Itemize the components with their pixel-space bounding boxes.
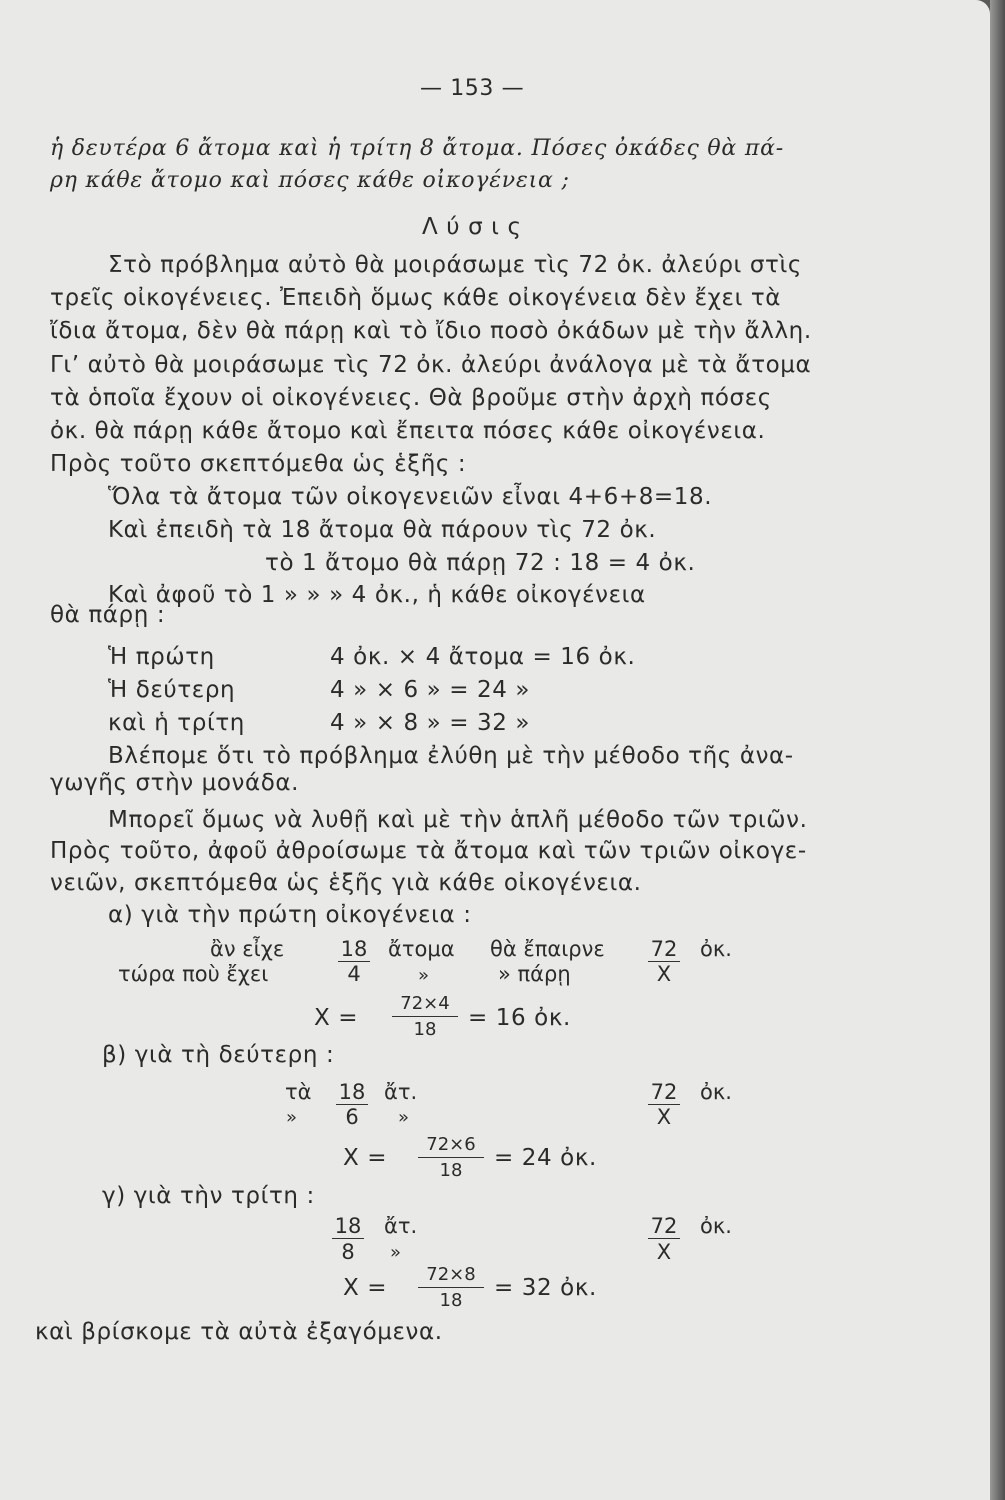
part-a-label: α) γιὰ τὴν πρώτη οἰκογένεια :	[108, 902, 472, 928]
part-b-label: β) γιὰ τὴ δεύτερη :	[102, 1042, 335, 1068]
part-c-equation-denominator: 18	[439, 1290, 463, 1311]
part-a-equation-rhs: = 16 ὀκ.	[468, 1005, 571, 1031]
part-c-equation-numerator: 72×8	[418, 1263, 484, 1288]
family-label: Ἡ πρώτη	[108, 644, 215, 670]
section-heading: Λ ύ σ ι ς	[422, 214, 522, 240]
part-b-text: ὀκ.	[700, 1080, 732, 1104]
final-line: καὶ βρίσκομε τὰ αὐτὰ ἐξαγόμενα.	[35, 1319, 443, 1345]
part-a-text: ἄτομα	[388, 937, 455, 961]
part-c-text: »	[390, 1242, 402, 1263]
part-b-equation-numerator: 72×6	[418, 1133, 484, 1158]
part-c-denominator: 8	[341, 1240, 355, 1264]
conclusion-line: γωγῆς στὴν μονάδα.	[50, 770, 300, 796]
body-line: τὸ 1 ἄτομο θὰ πάρῃ 72 : 18 = 4 ὀκ.	[265, 550, 696, 576]
family-calc: 4 » × 8 » = 32 »	[330, 710, 531, 736]
body-line: Γι’ αὐτὸ θὰ μοιράσωμε τὶς 72 ὀκ. ἀλεύρι ἀνάλογα μὲ τὰ ἄτομα	[50, 352, 812, 378]
page-edge	[990, 0, 1005, 1500]
part-a-text: θὰ ἔπαιρνε	[490, 937, 605, 961]
intro-line-1: ἡ δευτέρα 6 ἄτομα καὶ ἡ τρίτη 8 ἄτομα. Πόσες ὀκάδες θὰ πά-	[50, 136, 785, 161]
part-b-text: ἄτ.	[384, 1080, 418, 1104]
part-b-equation-denominator: 18	[439, 1160, 463, 1181]
body-line: Ὅλα τὰ ἄτομα τῶν οἰκογενειῶν εἶναι 4+6+8=18.	[108, 484, 713, 510]
part-a-denominator: 4	[347, 962, 361, 986]
part-b-value: 72	[648, 1080, 680, 1105]
part-b-text: »	[286, 1107, 298, 1128]
part-b-equation-rhs: = 24 ὀκ.	[494, 1145, 597, 1171]
part-a-numerator: 18	[338, 937, 370, 962]
part-a-equation-numerator: 72×4	[392, 992, 458, 1017]
part-c-numerator: 18	[332, 1214, 364, 1239]
part-c-text: ὀκ.	[700, 1214, 732, 1238]
body-line: τρεῖς οἰκογένειες. Ἐπειδὴ ὅμως κάθε οἰκογένεια δὲν ἔχει τὰ	[50, 285, 782, 311]
part-a-text: τώρα ποὺ ἔχει	[118, 962, 269, 986]
part-c-label: γ) γιὰ τὴν τρίτη :	[102, 1183, 315, 1209]
part-b-equation-lhs: X =	[343, 1145, 388, 1171]
part-a-value: 72	[648, 937, 680, 962]
family-calc: 4 » × 6 » = 24 »	[330, 677, 531, 703]
body-line: ἴδια ἄτομα, δὲν θὰ πάρῃ καὶ τὸ ἴδιο ποσὸ ὀκάδων μὲ τὴν ἄλλη.	[50, 318, 812, 344]
body-line: τὰ ὁποῖα ἔχουν οἱ οἰκογένειες. Θὰ βροῦμε στὴν ἀρχὴ πόσες	[50, 385, 772, 411]
body-line: Πρὸς τοῦτο σκεπτόμεθα ὡς ἑξῆς :	[50, 451, 467, 477]
body-line: Καὶ ἐπειδὴ τὰ 18 ἄτομα θὰ πάρουν τὶς 72 ὀκ.	[108, 517, 657, 543]
conclusion-line: Μπορεῖ ὅμως νὰ λυθῇ καὶ μὲ τὴν ἁπλῆ μέθοδο τῶν τριῶν.	[108, 807, 808, 833]
part-a-text: ἂν εἶχε	[210, 937, 285, 961]
part-b-numerator: 18	[336, 1080, 368, 1105]
conclusion-line: Πρὸς τοῦτο, ἀφοῦ ἀθροίσωμε τὰ ἄτομα καὶ τῶν τριῶν οἰκογε-	[50, 838, 807, 864]
family-label: Ἡ δεύτερη	[108, 677, 236, 703]
body-line: Στὸ πρόβλημα αὐτὸ θὰ μοιράσωμε τὶς 72 ὀκ. ἀλεύρι στὶς	[108, 252, 802, 278]
part-a-equation-denominator: 18	[413, 1019, 437, 1040]
part-b-denominator: 6	[345, 1105, 359, 1129]
body-line: Καὶ ἀφοῦ τὸ 1 » » » 4 ὀκ., ἡ κάθε οἰκογένεια	[108, 582, 646, 608]
part-c-text: ἄτ.	[384, 1214, 418, 1238]
part-b-text: τὰ	[285, 1080, 312, 1104]
part-b-text: »	[398, 1107, 410, 1128]
body-line: ὀκ. θὰ πάρῃ κάθε ἄτομο καὶ ἔπειτα πόσες κάθε οἰκογένεια.	[50, 418, 766, 444]
conclusion-line: νειῶν, σκεπτόμεθα ὡς ἑξῆς γιὰ κάθε οἰκογένεια.	[50, 870, 642, 896]
part-a-text: »	[418, 965, 430, 986]
conclusion-line: Βλέπομε ὅτι τὸ πρόβλημα ἐλύθη μὲ τὴν μέθοδο τῆς ἀνα-	[108, 743, 794, 769]
part-a-unknown: X	[656, 962, 672, 986]
part-c-equation-rhs: = 32 ὀκ.	[494, 1275, 597, 1301]
intro-line-2: ρη κάθε ἄτομο καὶ πόσες κάθε οἰκογένεια ;	[50, 168, 570, 193]
page-number: — 153 —	[420, 76, 525, 101]
part-c-equation-lhs: X =	[343, 1275, 388, 1301]
part-a-text: ὀκ.	[700, 937, 732, 961]
part-c-value: 72	[648, 1214, 680, 1239]
body-line: θὰ πάρῃ :	[50, 602, 166, 628]
part-a-equation-lhs: X =	[314, 1005, 359, 1031]
family-label: καὶ ἡ τρίτη	[108, 710, 245, 736]
part-c-unknown: X	[656, 1240, 672, 1264]
part-b-unknown: X	[656, 1105, 672, 1129]
part-a-text: » πάρῃ	[498, 962, 571, 986]
family-calc: 4 ὀκ. × 4 ἄτομα = 16 ὀκ.	[330, 644, 636, 670]
